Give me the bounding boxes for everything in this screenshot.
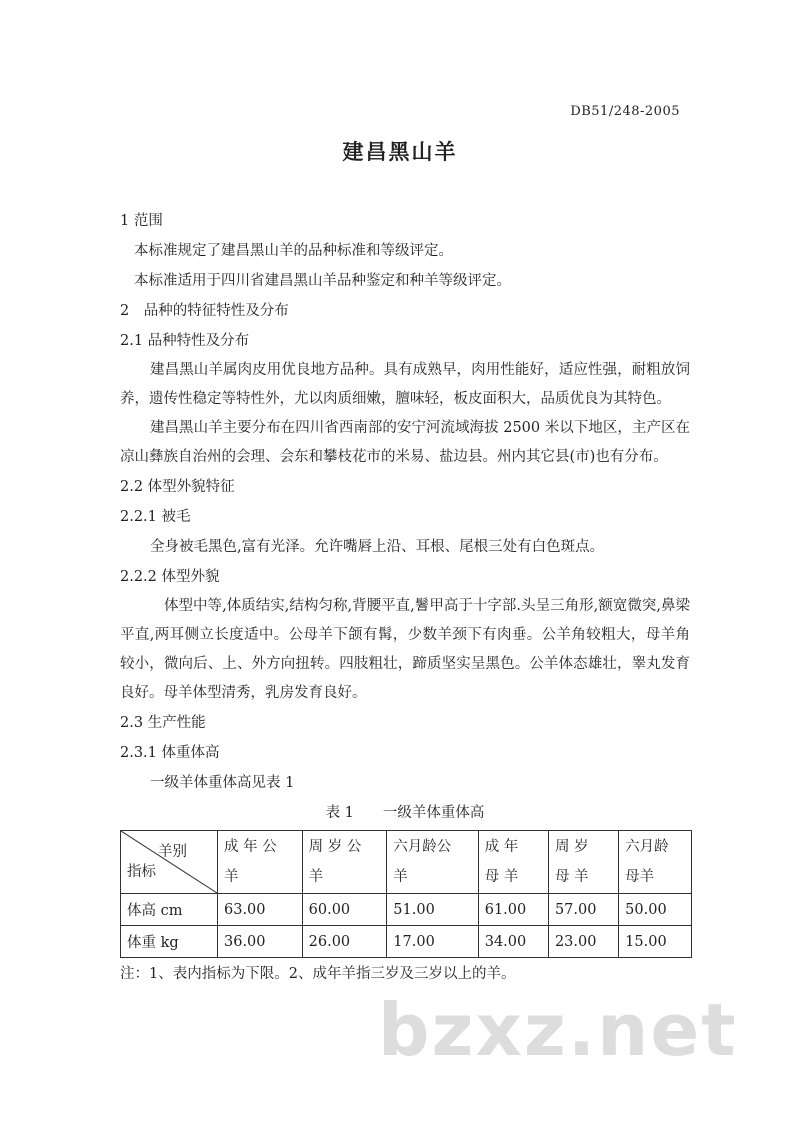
column-header: 六月龄公 羊 <box>387 831 478 894</box>
data-table <box>120 830 692 958</box>
table-cell: 26.00 <box>302 926 387 958</box>
table-cell: 34.00 <box>478 926 548 958</box>
table-header-row <box>121 831 692 894</box>
paragraph: 本标准适用于四川省建昌黑山羊品种鉴定和种羊等级评定。 <box>134 273 511 289</box>
table-cell: 63.00 <box>218 894 303 926</box>
table-cell: 57.00 <box>548 894 618 926</box>
column-header: 成 年 母 羊 <box>478 831 548 894</box>
paragraph: 建昌黑山羊属肉皮用优良地方品种。具有成熟早，肉用性能好，适应性强，耐粗放饲养，遗传性稳定等特性外，尤以肉质细嫩，膻味轻，板皮面积大，品质优良为其特色。 <box>120 362 690 407</box>
diagonal-header-cell <box>121 831 218 894</box>
row-label: 体高 cm <box>121 894 218 926</box>
column-header: 六月龄 母羊 <box>619 831 692 894</box>
section-heading: 2.2.1 被毛 <box>120 509 191 525</box>
table-cell: 60.00 <box>302 894 387 926</box>
table-cell: 50.00 <box>619 894 692 926</box>
column-header: 周 岁 母 羊 <box>548 831 618 894</box>
paragraph: 体型中等,体质结实,结构匀称,背腰平直,鬐甲高于十字部.头呈三角形,额宽微突,鼻梁平直,两耳侧立长度适中。公母羊下颌有髯，少数羊颈下有肉垂。公羊角较粗大，母羊角较小，微向后、上、外方向扭转。四肢粗壮，蹄质坚实呈黑色。公羊体态雄壮，睾丸发育良好。母羊体型清秀，乳房发育良好。 <box>120 598 690 701</box>
paragraph: 本标准规定了建昌黑山羊的品种标准和等级评定。 <box>134 243 453 259</box>
paragraph: 一级羊体重体高见表 1 <box>150 775 295 791</box>
section-heading: 2.3.1 体重体高 <box>120 745 220 761</box>
row-label: 体重 kg <box>121 926 218 958</box>
table-cell: 61.00 <box>478 894 548 926</box>
table-row <box>121 926 692 958</box>
document-body <box>120 206 690 990</box>
table-row <box>121 894 692 926</box>
table-cell: 15.00 <box>619 926 692 958</box>
table-cell: 51.00 <box>387 894 478 926</box>
section-heading: 2.2.2 体型外貌 <box>120 569 220 585</box>
paragraph: 建昌黑山羊主要分布在四川省西南部的安宁河流域海拔 2500 米以下地区，主产区在凉山彝族自治州的会理、会东和攀枝花市的米易、盐边县。州内其它县(市)也有分布。 <box>120 420 690 465</box>
document-title: 建昌黑山羊 <box>342 140 458 164</box>
table-caption: 表 1 一级羊体重体高 <box>325 805 485 821</box>
table-note: 注：1、表内指标为下限。2、成年羊指三岁及三岁以上的羊。 <box>120 966 516 982</box>
section-heading: 2.1 品种特性及分布 <box>120 333 250 349</box>
table-cell: 23.00 <box>548 926 618 958</box>
watermark: bzxz.net <box>378 988 738 1072</box>
column-header: 周 岁 公 羊 <box>302 831 387 894</box>
section-heading: 1 范围 <box>120 213 163 229</box>
section-heading: 2.3 生产性能 <box>120 715 206 731</box>
section-heading: 2 品种的特征特性及分布 <box>120 303 289 319</box>
corner-bottom-label: 指标 <box>127 864 156 880</box>
table-cell: 17.00 <box>387 926 478 958</box>
section-heading: 2.2 体型外貌特征 <box>120 479 235 495</box>
column-header: 成 年 公 羊 <box>218 831 303 894</box>
corner-top-label: 羊别 <box>158 844 187 860</box>
paragraph: 全身被毛黑色,富有光泽。允许嘴唇上沿、耳根、尾根三处有白色斑点。 <box>150 539 605 555</box>
table-cell: 36.00 <box>218 926 303 958</box>
standard-number: DB51/248-2005 <box>570 104 680 119</box>
